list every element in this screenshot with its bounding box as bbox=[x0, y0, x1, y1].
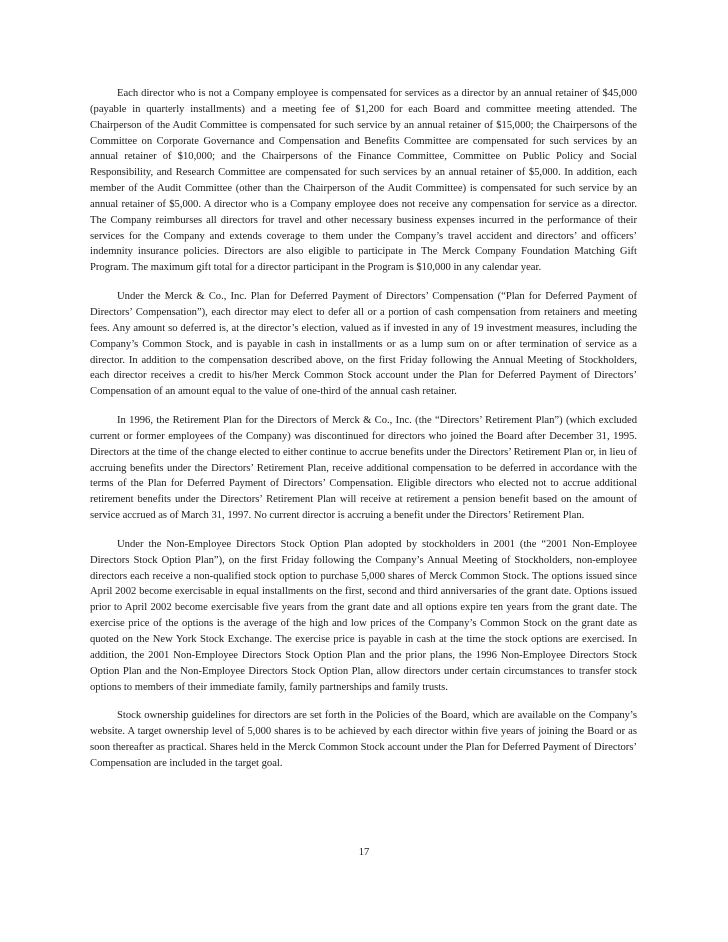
paragraph-stock-ownership-guidelines: Stock ownership guidelines for directors are set forth in the Policies of the Board, which are available on the Company’s website. A target ownership level of 5,000 shares is to be achieved by each director within five years of joining the Board or as soon thereafter as practical. Shares held in the Merck Common Stock account under the Plan for Deferred Payment of Directors’ Compensation are included in the target goal. bbox=[90, 710, 637, 769]
paragraph-director-compensation: Each director who is not a Company employee is compensated for services as a director by an annual retainer of $45,000 (payable in quarterly installments) and a meeting fee of $1,200 for each Board and committee meeting attended. The Chairperson of the Audit Committee is compensated for such service by an annual retainer of $15,000; the Chairpersons of the Committee on Corporate Governance and Compensation and Benefits Committee are compensated for such services by an annual retainer of $10,000; and the Chairpersons of the Finance Committee, Committee on Public Policy and Social Responsibility, and Research Committee are compensated for such services by an annual retainer of $5,000. In addition, each member of the Audit Committee (other than the Chairperson of the Audit Committee) is compensated for such service by an annual retainer of $5,000. A director who is a Company employee does not receive any compensation for service as a director. The Company reimburses all directors for travel and other necessary business expenses incurred in the performance of their services for the Company and extends coverage to them under the Company’s travel accident and directors’ and officers’ indemnity insurance policies. Directors are also eligible to participate in The Merck Company Foundation Matching Gift Program. The maximum gift total for a director participant in the Program is $10,000 in any calendar year. bbox=[90, 88, 637, 274]
document-body bbox=[90, 86, 637, 785]
paragraph-deferred-payment-plan: Under the Merck & Co., Inc. Plan for Deferred Payment of Directors’ Compensation (“Plan for Deferred Payment of Directors’ Compensation”), each director may elect to defer all or a portion of cash compensation from retainers and meeting fees. Any amount so deferred is, at the director’s election, valued as if invested in any of 19 investment measures, including the Company’s Common Stock, and is payable in cash in installments or as a lump sum on or after termination of service as a director. In addition to the compensation described above, on the first Friday following the Annual Meeting of Stockholders, each director receives a credit to his/her Merck Common Stock account under the Plan for Deferred Payment of Directors’ Compensation of an amount equal to the value of one-third of the annual cash retainer. bbox=[90, 291, 637, 398]
paragraph-retirement-plan: In 1996, the Retirement Plan for the Directors of Merck & Co., Inc. (the “Directors’ Retirement Plan”) (which excluded current or former employees of the Company) was discontinued for directors who joined the Board after December 31, 1995. Directors at the time of the change elected to either continue to accrue benefits under the Directors’ Retirement Plan or, in lieu of accruing benefits under the Directors’ Retirement Plan, receive additional compensation to be deferred in accordance with the terms of the Plan for Deferred Payment of Directors’ Compensation. Eligible directors who elected not to accrue additional retirement benefits under the Directors’ Retirement Plan will receive at retirement a pension benefit based on the amount of service accrued as of March 31, 1997. No current director is accruing a benefit under the Directors’ Retirement Plan. bbox=[90, 415, 637, 522]
page-number: 17 bbox=[358, 847, 370, 858]
paragraph-stock-option-plan: Under the Non-Employee Directors Stock Option Plan adopted by stockholders in 2001 (the “2001 Non-Employee Directors Stock Option Plan”), on the first Friday following the Company’s Annual Meeting of Stockholders, non-employee directors each receive a non-qualified stock option to purchase 5,000 shares of Merck Common Stock. The options issued since April 2002 become exercisable in equal installments on the first, second and third anniversaries of the grant date. Options issued prior to April 2002 become exercisable five years from the grant date and all options expire ten years from the grant date. The exercise price of the options is the average of the high and low prices of the Company’s Common Stock on the grant date as quoted on the New York Stock Exchange. The exercise price is payable in cash at the time the stock options are exercised. In addition, the 2001 Non-Employee Directors Stock Option Plan and the prior plans, the 1996 Non-Employee Directors Stock Option Plan and the Non-Employee Directors Stock Option Plan, allow directors under certain circumstances to transfer stock options to members of their immediate family, family partnerships and family trusts. bbox=[90, 538, 637, 693]
